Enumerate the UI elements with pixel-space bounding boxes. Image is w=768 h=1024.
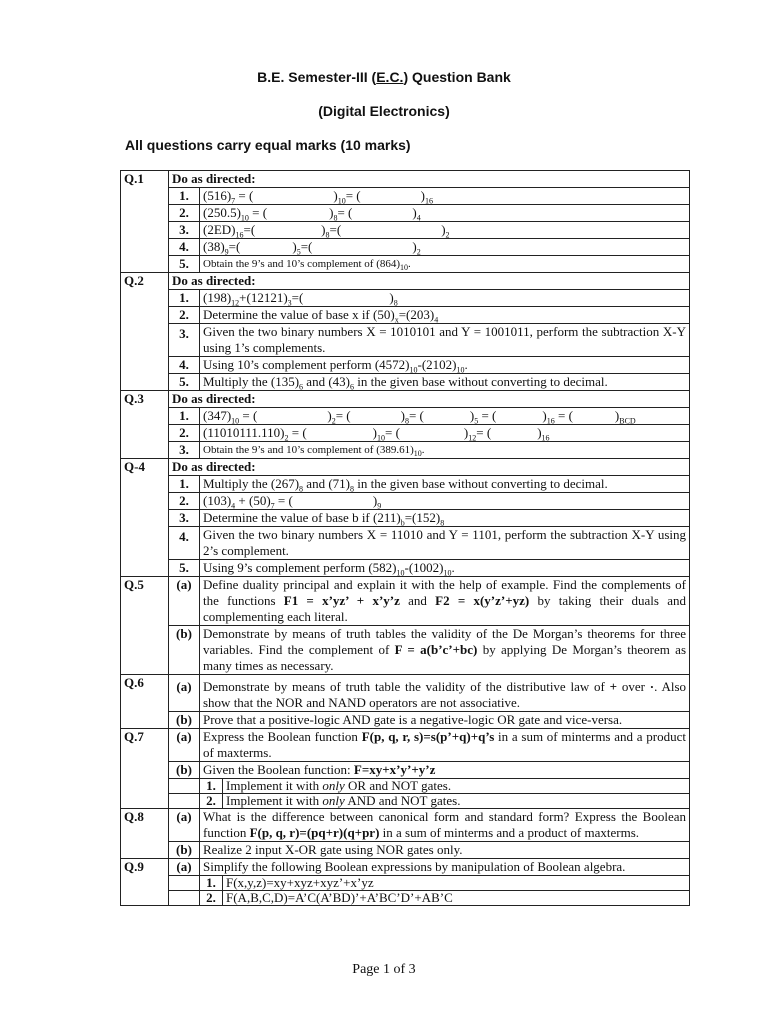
question-text: Realize 2 input X-OR gate using NOR gates only.: [200, 842, 690, 859]
question-text: Implement it with only OR and NOT gates.: [226, 778, 452, 793]
question-number: Q.5: [121, 577, 169, 626]
part-label: (a): [169, 809, 200, 842]
sub-item: [200, 876, 690, 891]
question-text: Given the two binary numbers X = 1010101 and Y = 1001011, perform the subtraction X-Y using 1’s complements.: [200, 324, 690, 357]
title-suffix: ) Question Bank: [403, 69, 511, 85]
question-number: Q.6: [121, 675, 169, 712]
table-row: [121, 729, 690, 762]
question-text: $(198)_{12}+(12121)_3=$( )$_8$: [200, 290, 690, 307]
table-row: [121, 442, 690, 459]
item-number: 5.: [169, 374, 200, 391]
part-label: (b): [169, 626, 200, 675]
table-row: [121, 794, 690, 809]
question-number: Q.1: [121, 171, 169, 188]
item-number: 2.: [169, 493, 200, 510]
question-text: F(A,B,C,D)=A’C(A’BD)’+A’BC’D’+AB’C: [226, 890, 453, 905]
question-text: Implement it with only AND and NOT gates.: [226, 793, 461, 808]
question-text: Simplify the following Boolean expressions by manipulation of Boolean algebra.: [200, 859, 690, 876]
item-number: 4.: [169, 239, 200, 256]
table-row: [121, 391, 690, 408]
question-number: Q.2: [121, 273, 169, 290]
question-text: Given the two binary numbers X = 11010 and Y = 1101, perform the subtraction X-Y using 2’s complement.: [200, 527, 690, 560]
question-instruction: Do as directed:: [169, 459, 690, 476]
part-label: (a): [169, 675, 200, 712]
question-text: F(x,y,z)=xy+xyz+xyz’+x’yz: [226, 875, 374, 890]
item-number: 3.: [169, 510, 200, 527]
item-number: 3.: [169, 222, 200, 239]
question-instruction: Do as directed:: [169, 391, 690, 408]
question-text: Obtain the 9’s and 10’s complement of $(389.61)_{10}$.: [200, 442, 690, 459]
question-text: Express the Boolean function F(p, q, r, s)=s(p’+q)+q’s in a sum of minterms and a product of maxterms.: [200, 729, 690, 762]
part-label: (a): [169, 859, 200, 876]
table-row: [121, 222, 690, 239]
table-row: [121, 290, 690, 307]
table-row: [121, 891, 690, 906]
table-row: [121, 626, 690, 675]
question-instruction: Do as directed:: [169, 273, 690, 290]
marks-note: All questions carry equal marks (10 marks): [125, 137, 411, 153]
question-text: $(11010111.110)_2$ = ( )$_{10}=$ ( )$_{12}=$ ( )$_{16}$: [200, 425, 690, 442]
table-row: [121, 675, 690, 712]
table-row: [121, 476, 690, 493]
question-text: Prove that a positive-logic AND gate is a negative-logic OR gate and vice-versa.: [200, 712, 690, 729]
table-row: [121, 357, 690, 374]
question-text: $(2ED)_{16}=$( )$_8=$( )$_2$: [200, 222, 690, 239]
page-title: [0, 69, 768, 85]
item-number: 3.: [169, 442, 200, 459]
question-text: Given the Boolean function: F=xy+x’y’+y’z: [200, 762, 690, 779]
part-label: (b): [169, 842, 200, 859]
table-row: [121, 762, 690, 779]
table-row: [121, 459, 690, 476]
item-number: 2.: [169, 205, 200, 222]
question-text: $(38)_9=$( )$_5=$( )$_2$: [200, 239, 690, 256]
question-table: [120, 170, 690, 906]
question-number: Q.7: [121, 729, 169, 762]
question-number: Q.9: [121, 859, 169, 876]
sub-item-number: 2.: [200, 793, 223, 809]
table-row: [121, 859, 690, 876]
item-number: 5.: [169, 256, 200, 273]
table-row: [121, 493, 690, 510]
sub-item: [200, 794, 690, 809]
table-row: [121, 188, 690, 205]
question-number: Q.8: [121, 809, 169, 842]
table-row: [121, 374, 690, 391]
item-number: 5.: [169, 560, 200, 577]
question-text: Demonstrate by means of truth table the validity of the distributive law of + over ·. Also show that the NOR and NAND operators are not associative.: [200, 675, 690, 712]
question-text: Determine the value of base x if $(50)_x=(203)_4$: [200, 307, 690, 324]
table-row: [121, 307, 690, 324]
table-row: [121, 324, 690, 357]
item-number: 2.: [169, 307, 200, 324]
page-footer: Page 1 of 3: [352, 962, 416, 977]
question-number: Q-4: [121, 459, 169, 476]
question-text: Demonstrate by means of truth tables the validity of the De Morgan’s theorems for three variables. Find the complement of F = a(b’c’+bc) by applying De Morgan’s theorem as many times as necessary.: [200, 626, 690, 675]
part-label: (a): [169, 577, 200, 626]
table-row: [121, 560, 690, 577]
item-number: 1.: [169, 476, 200, 493]
table-row: [121, 527, 690, 560]
item-number: 4.: [169, 527, 200, 560]
question-text: Multiply the $(135)_6$ and $(43)_6$ in the given base without converting to decimal.: [200, 374, 690, 391]
question-text: $(103)_4 + (50)_7$ = ( )$_9$: [200, 493, 690, 510]
table-row: [121, 205, 690, 222]
item-number: 3.: [169, 324, 200, 357]
part-label: (b): [169, 762, 200, 779]
table-row: [121, 239, 690, 256]
part-label: (b): [169, 712, 200, 729]
sub-item-number: 1.: [200, 875, 223, 891]
sub-item: [200, 779, 690, 794]
table-row: [121, 171, 690, 188]
table-row: [121, 425, 690, 442]
table-row: [121, 408, 690, 425]
question-text: $(347)_{10}$ = ( )$_2=$ ( )$_8=$ ( )$_5$ = ( )$_{16}$ = ( )$_{BCD}$: [200, 408, 690, 425]
table-row: [121, 876, 690, 891]
sub-item-number: 2.: [200, 890, 223, 906]
table-row: [121, 273, 690, 290]
table-row: [121, 842, 690, 859]
item-number: 1.: [169, 408, 200, 425]
sub-item: [200, 891, 690, 906]
title-prefix: B.E. Semester-III (: [257, 69, 377, 85]
question-text: What is the difference between canonical form and standard form? Express the Boolean function F(p, q, r)=(pq+r)(q+pr) in a sum of minterms and a product of maxterms.: [200, 809, 690, 842]
question-text: Multiply the $(267)_8$ and $(71)_8$ in the given base without converting to decimal.: [200, 476, 690, 493]
question-text: Determine the value of base b if $(211)_b=(152)_8$: [200, 510, 690, 527]
item-number: 2.: [169, 425, 200, 442]
table-row: [121, 577, 690, 626]
question-text: Using 10’s complement perform $(4572)_{10}-(2102)_{10}$.: [200, 357, 690, 374]
table-row: [121, 712, 690, 729]
table-row: [121, 779, 690, 794]
question-text: Define duality principal and explain it with the help of example. Find the complements of the functions F1 = x’yz’ + x’y’z and F2 = x(y’z’+yz) by taking their duals and complementing each literal.: [200, 577, 690, 626]
part-label: (a): [169, 729, 200, 762]
question-text: Using 9’s complement perform $(582)_{10}-(1002)_{10}$.: [200, 560, 690, 577]
item-number: 4.: [169, 357, 200, 374]
question-text: $(250.5)_{10}$ = ( )$_8=$ ( )$_4$: [200, 205, 690, 222]
page-subtitle: (Digital Electronics): [318, 103, 450, 119]
title-ec: E.C.: [376, 69, 404, 85]
question-text: $(516)_7$ = ( )$_{10}=$ ( )$_{16}$: [200, 188, 690, 205]
table-row: [121, 510, 690, 527]
question-instruction: Do as directed:: [169, 171, 690, 188]
question-number: Q.3: [121, 391, 169, 408]
table-row: [121, 256, 690, 273]
sub-item-number: 1.: [200, 778, 223, 794]
question-text: Obtain the 9’s and 10’s complement of $(864)_{10}$.: [200, 256, 690, 273]
item-number: 1.: [169, 188, 200, 205]
table-row: [121, 809, 690, 842]
item-number: 1.: [169, 290, 200, 307]
